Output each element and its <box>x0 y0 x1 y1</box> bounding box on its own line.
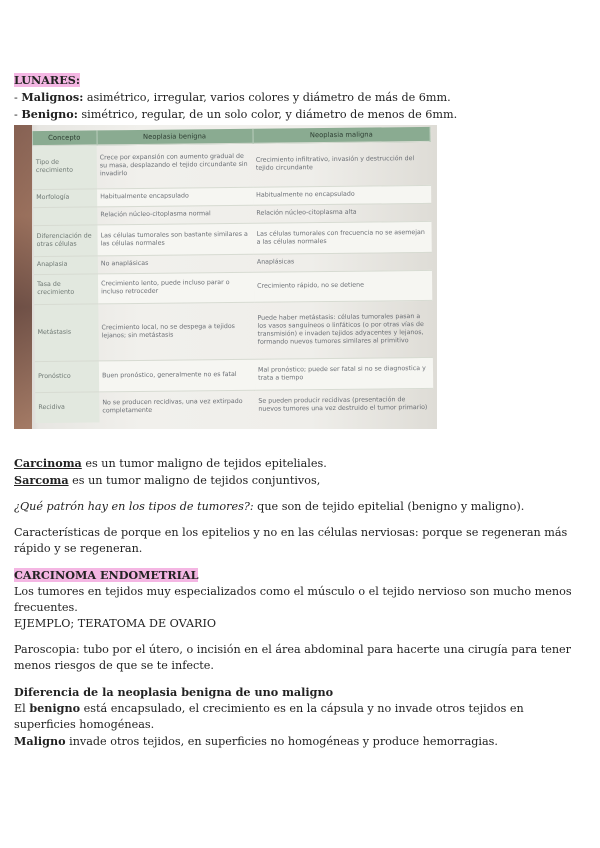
document-page <box>14 72 586 750</box>
maligno-paragraph <box>14 733 586 750</box>
table-concept-cell: Tasa de crecimiento <box>34 273 98 305</box>
caracteristicas-paragraph: Características de porque en los epitelios y no en las células nerviosas: porque se regeneran más rápido y se regeneran. <box>14 526 568 555</box>
endometrial-paragraph: Los tumores en tejidos muy especializados como el músculo o el tejido nervioso son mucho menos frecuentes. <box>14 585 572 614</box>
table-concept-cell: Morfología <box>33 189 97 208</box>
neoplasia-table-photo <box>14 125 437 429</box>
table-benign-cell: Crecimiento local, no se despega a tejidos lejanos; sin metástasis <box>98 303 255 362</box>
table-benign-cell: Relación núcleo-citoplasma normal <box>97 205 253 225</box>
table-benign-cell: No anaplásicas <box>98 254 254 274</box>
sarcoma-text: es un tumor maligno de tejidos conjuntivos, <box>68 474 321 487</box>
question-line <box>14 499 586 515</box>
lunares-heading-line <box>14 72 586 89</box>
table-header: Concepto <box>32 130 96 145</box>
table-malignant-cell: Se pueden producir recidivas (presentación de nuevos tumores una vez destruido el tumor primario) <box>255 389 433 421</box>
endometrial-heading: CARCINOMA ENDOMETRIAL <box>14 568 199 582</box>
neoplasia-comparison-table <box>32 127 433 423</box>
maligno-desc: invade otros tejidos, en superficies no homogéneas y produce hemorragias. <box>65 735 498 748</box>
el-word: El <box>14 702 30 715</box>
malignos-line: - Malignos: asimétrico, irregular, varios colores y diámetro de más de 6mm. <box>14 90 451 104</box>
benigno-line: - Benigno: simétrico, regular, de un solo color, y diámetro de menos de 6mm. <box>14 107 458 121</box>
table-benign-cell: Las células tumorales son bastante similares a las células normales <box>97 223 253 256</box>
table-malignant-cell: Crecimiento rápido, no se detiene <box>254 270 432 303</box>
table-header: Neoplasia benigna <box>96 129 252 145</box>
sarcoma-line <box>14 472 586 489</box>
benigno-paragraph <box>14 700 586 733</box>
table-malignant-cell: Habitualmente no encapsulado <box>253 185 431 205</box>
maligno-word: Maligno <box>14 734 66 748</box>
table-concept-cell: Tipo de crecimiento <box>33 145 97 190</box>
table-malignant-cell: Las células tumorales con frecuencia no se asemejan a las células normales <box>253 221 431 254</box>
table-malignant-cell: Anaplásicas <box>254 252 432 272</box>
endometrial-heading-line <box>14 567 586 584</box>
table-concept-cell: Diferenciación de otras células <box>33 225 97 257</box>
benigno-word: benigno <box>29 701 81 715</box>
table-row <box>33 221 431 256</box>
carcinoma-term: Carcinoma <box>14 456 82 470</box>
table-malignant-cell: Mal pronóstico; puede ser fatal si no se diagnostica y trata a tiempo <box>255 358 433 391</box>
carcinoma-text: es un tumor maligno de tejidos epiteliales. <box>81 457 327 470</box>
table-concept-cell: Pronóstico <box>35 361 99 393</box>
table-malignant-cell: Relación núcleo-citoplasma alta <box>253 203 431 223</box>
table-header: Neoplasia maligna <box>252 127 430 143</box>
table-concept-cell: Metástasis <box>34 304 99 362</box>
table-row <box>35 358 433 393</box>
table-concept-cell <box>33 207 97 226</box>
malignos-text: asimétrico, irregular, varios colores y diámetro de más de 6mm. <box>83 91 451 104</box>
benigno-desc: está encapsulado, el crecimiento es en la cápsula y no invade otros tejidos en superficies homogéneas. <box>14 702 524 731</box>
table-concept-cell: Anaplasia <box>34 256 98 275</box>
teratoma-example: EJEMPLO; TERATOMA DE OVARIO <box>14 617 217 630</box>
paroscopia-paragraph: Paroscopia: tubo por el útero, o incisión en el área abdominal para hacerte una cirugía para tener menos riesgos de que se te infecte. <box>14 643 572 672</box>
malignos-label: Malignos: <box>21 90 84 104</box>
sarcoma-term: Sarcoma <box>14 473 69 487</box>
table-benign-cell: Habitualmente encapsulado <box>97 187 253 207</box>
carcinoma-line <box>14 455 586 472</box>
table-row <box>35 389 433 423</box>
question-text: ¿Qué patrón hay en los tipos de tumores?: <box>14 500 254 513</box>
table-benign-cell: Buen pronóstico, generalmente no es fatal <box>99 360 255 393</box>
table-row <box>34 270 432 305</box>
table-malignant-cell: Crecimiento infiltrativo, invasión y destrucción del tejido circundante <box>253 141 431 187</box>
table-row <box>34 301 432 362</box>
question-answer: que son de tejido epitelial (benigno y maligno). <box>253 500 525 513</box>
table-concept-cell: Recidiva <box>35 392 99 423</box>
benigno-label: Benigno: <box>21 107 78 121</box>
table-row <box>33 141 431 189</box>
table-malignant-cell: Puede haber metástasis: células tumorales pasan a los vasos sanguíneos o linfáticos (o por otras vías de transmisión) e invaden tejidos adyacentes y lejanos, formando nuevos tumores similares al primitivo <box>254 301 432 360</box>
lunares-heading: LUNARES: <box>14 73 80 87</box>
diferencia-heading: Diferencia de la neoplasia benigna de uno maligno <box>14 685 334 699</box>
book-edge-decor <box>14 125 32 429</box>
benigno-text: simétrico, regular, de un solo color, y diámetro de menos de 6mm. <box>77 108 458 121</box>
table-benign-cell: No se producen recidivas, una vez extirpado completamente <box>99 391 255 423</box>
table-benign-cell: Crecimiento lento, puede incluso parar o incluso retroceder <box>98 272 254 305</box>
table-benign-cell: Crece por expansión con aumento gradual de su masa, desplazando el tejido circundante sin invadirlo <box>97 143 253 189</box>
